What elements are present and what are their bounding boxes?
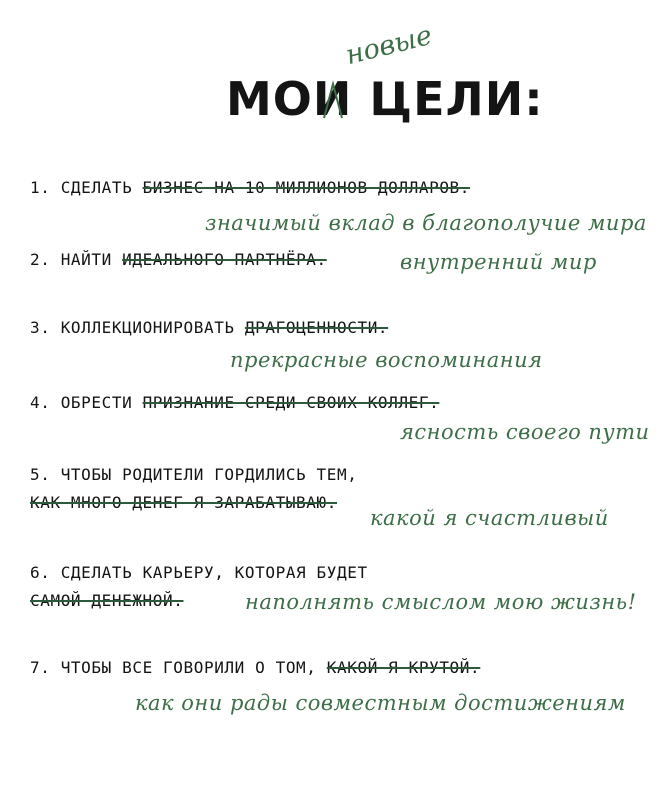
- title-insert-word: новые: [342, 19, 436, 72]
- goal-4-replacement: ясность своего пути: [400, 420, 650, 444]
- goal-struck-text: ИДЕАЛЬНОГО ПАРТНЁРА.: [122, 250, 327, 269]
- goal-number: 4.: [30, 393, 51, 412]
- goal-struck-text: БИЗНЕС НА 10 МИЛЛИОНОВ ДОЛЛАРОВ.: [142, 178, 471, 197]
- goal-6-replacement: наполнять смыслом мою жизнь!: [245, 590, 637, 614]
- goal-1: [30, 180, 470, 196]
- goal-number: 3.: [30, 318, 51, 337]
- goal-6-line-2: [30, 593, 184, 609]
- goal-7: [30, 660, 480, 676]
- goal-number: 1.: [30, 178, 51, 197]
- goal-1-replacement: значимый вклад в благополучие мира: [205, 211, 647, 235]
- goal-5: [30, 467, 357, 483]
- goal-struck-text: ДРАГОЦЕННОСТИ.: [244, 318, 389, 337]
- goal-2: [30, 252, 327, 268]
- goal-struck-text: САМОЙ ДЕНЕЖНОЙ.: [30, 591, 184, 610]
- goal-text: ЧТОБЫ РОДИТЕЛИ ГОРДИЛИСЬ ТЕМ,: [60, 465, 358, 484]
- goal-number: 5.: [30, 465, 51, 484]
- goal-7-replacement: как они рады совместным достижениям: [135, 691, 626, 715]
- goal-number: 7.: [30, 658, 51, 677]
- goal-text: СДЕЛАТЬ: [60, 178, 133, 197]
- goal-struck-text: КАКОЙ Я КРУТОЙ.: [326, 658, 481, 677]
- goal-text: НАЙТИ: [60, 250, 112, 269]
- goal-number: 2.: [30, 250, 51, 269]
- goal-5-line-2: [30, 495, 337, 511]
- goal-struck-text: ПРИЗНАНИЕ СРЕДИ СВОИХ КОЛЛЕГ.: [142, 393, 440, 412]
- goal-text: ОБРЕСТИ: [60, 393, 133, 412]
- goal-3: [30, 320, 388, 336]
- goal-3-replacement: прекрасные воспоминания: [230, 348, 543, 372]
- goal-number: 6.: [30, 563, 51, 582]
- goal-text: КОЛЛЕКЦИОНИРОВАТЬ: [60, 318, 235, 337]
- insertion-caret: [322, 80, 344, 120]
- goal-4: [30, 395, 439, 411]
- goal-2-replacement: внутренний мир: [400, 250, 597, 274]
- goal-5-replacement: какой я счастливый: [370, 506, 609, 530]
- goal-6: [30, 565, 368, 581]
- goal-struck-text: КАК МНОГО ДЕНЕГ Я ЗАРАБАТЫВАЮ.: [30, 493, 337, 512]
- page-title: МОИ ЦЕЛИ:: [226, 72, 544, 126]
- goal-text: СДЕЛАТЬ КАРЬЕРУ, КОТОРАЯ БУДЕТ: [60, 563, 368, 582]
- goal-text: ЧТОБЫ ВСЕ ГОВОРИЛИ О ТОМ,: [60, 658, 317, 677]
